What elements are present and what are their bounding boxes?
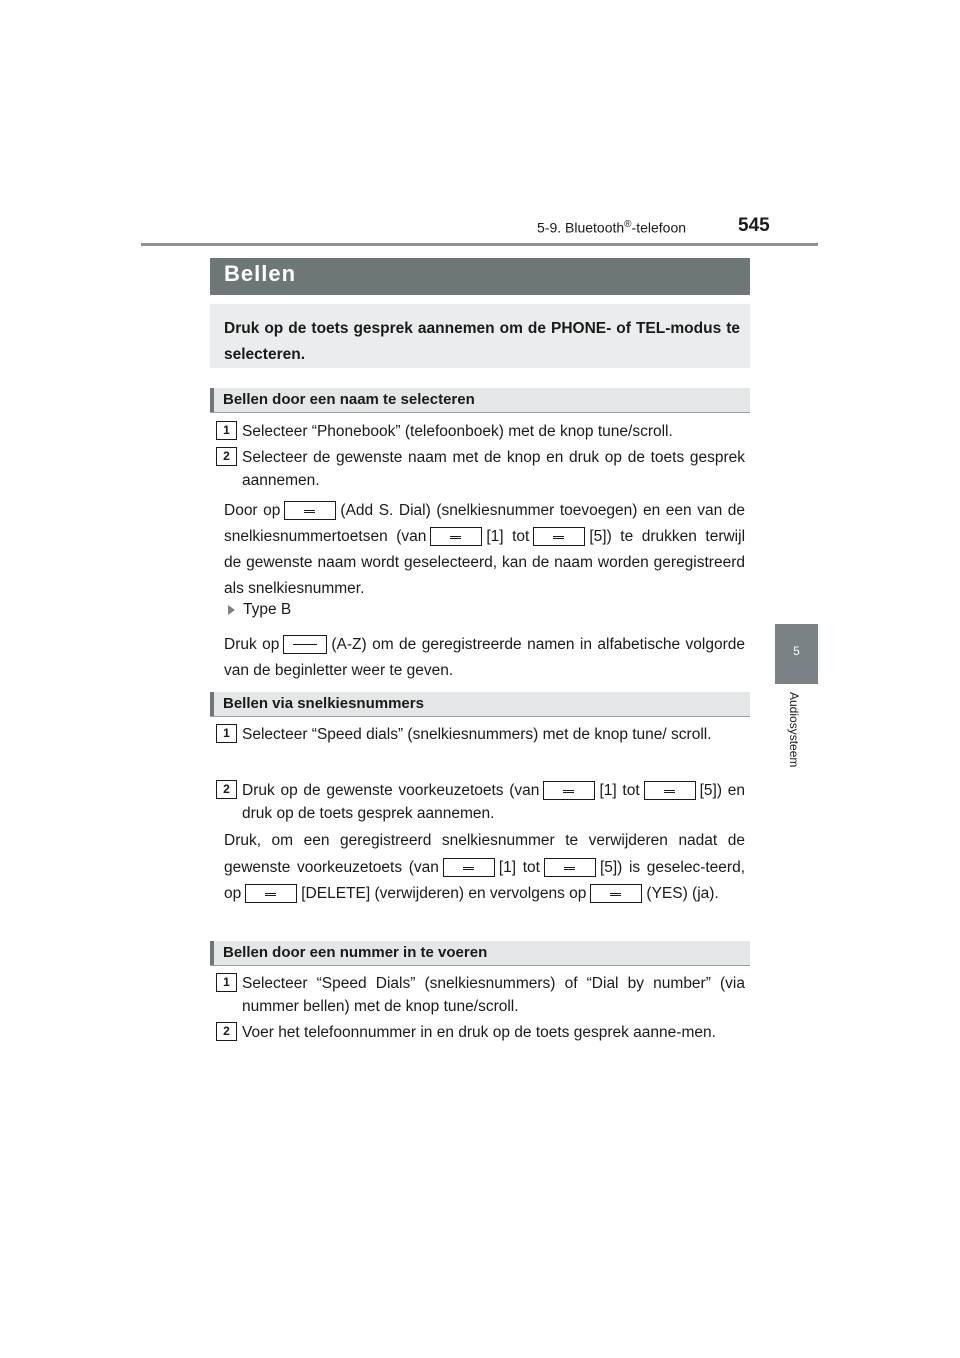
paragraph: Door op (Add S. Dial) (snelkiesnummer toevoegen) en een van de snelkiesnummertoetsen (van [1] tot [5]) te drukken terwijl de gewenste naam wordt geselecteerd, kan de naam worden geregistreerd als snelkiesnummer. — [224, 502, 746, 597]
preset-key-icon — [533, 527, 585, 546]
page-title: Bellen — [224, 261, 297, 286]
page-number: 545 — [738, 215, 770, 236]
triangle-arrow-icon — [228, 605, 235, 615]
type-label: Type B — [228, 598, 749, 621]
step-text: Voer het telefoonnummer in en druk op de toets gesprek aanne-men. — [242, 1024, 716, 1041]
a-z-key-icon — [283, 635, 327, 654]
page-title-bar — [210, 258, 750, 295]
header-divider — [141, 243, 818, 246]
preset-key-icon — [543, 781, 595, 800]
preset-key-icon — [644, 781, 696, 800]
preset-key-icon — [430, 527, 482, 546]
section-heading-2: Bellen via snelkiesnummers — [210, 692, 750, 717]
step-text: Selecteer “Phonebook” (telefoonboek) met de knop tune/scroll. — [242, 423, 673, 440]
intro-box — [210, 304, 750, 368]
step-number: 2 — [216, 780, 237, 799]
chapter-tab: 5 — [775, 624, 818, 684]
section-heading-3: Bellen door een nummer in te voeren — [210, 941, 750, 966]
chapter-label: Audiosysteem — [787, 692, 801, 768]
step-text: Selecteer de gewenste naam met de knop en druk op de toets gesprek aannemen. — [242, 449, 745, 489]
section-header: 5-9. Bluetooth®-telefoon — [537, 219, 687, 236]
step-text: Selecteer “Speed dials” (snelkiesnummers) met de knop tune/ scroll. — [242, 726, 712, 743]
preset-key-icon — [443, 858, 495, 877]
section-heading-1: Bellen door een naam te selecteren — [210, 388, 750, 413]
step-number: 1 — [216, 724, 237, 743]
paragraph: Druk op (A-Z) om de geregistreerde namen in alfabetische volgorde van de beginletter weer te geven. — [224, 636, 745, 679]
paragraph: Druk, om een geregistreerd snelkiesnummer te verwijderen nadat de gewenste voorkeuzetoets (van [1] tot [5]) is geselec-teerd, op [DELETE] (verwijderen) en vervolgens op (YES) (ja). — [224, 832, 745, 902]
step-number: 1 — [216, 973, 237, 992]
yes-key-icon — [590, 884, 642, 903]
step-number: 2 — [216, 1022, 237, 1041]
intro-text: Druk op de toets gesprek aannemen om de PHONE- of TEL-modus te selecteren. — [224, 320, 740, 363]
step-number: 1 — [216, 421, 237, 440]
preset-key-icon — [544, 858, 596, 877]
add-speed-dial-key-icon — [284, 501, 336, 520]
step-text: Druk op de gewenste voorkeuzetoets (van [1] tot [5]) en druk op de toets gesprek aannemen. — [242, 782, 745, 822]
step-text: Selecteer “Speed Dials” (snelkiesnummers) of “Dial by number” (via nummer bellen) met de knop tune/scroll. — [242, 975, 745, 1015]
delete-key-icon — [245, 884, 297, 903]
step-number: 2 — [216, 447, 237, 466]
